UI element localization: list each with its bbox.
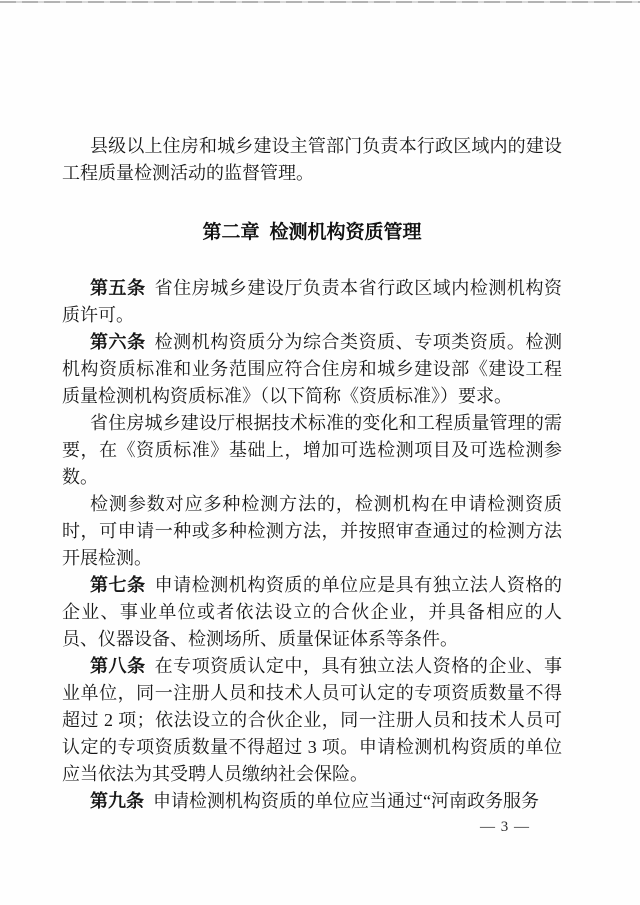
intro-text: 县级以上住房和城乡建设主管部门负责本行政区域内的建设工程质量检测活动的监督管理。 xyxy=(62,136,562,183)
article-term: 第七条 xyxy=(90,575,146,595)
chapter-title: 检测机构资质管理 xyxy=(269,222,422,243)
article-term: 第九条 xyxy=(90,791,144,811)
chapter-number: 第二章 xyxy=(202,222,260,243)
article-text: 省住房城乡建设厅根据技术标准的变化和工程质量管理的需要，在《资质标准》基础上，增加可选检测项目及可选检测参数。 xyxy=(62,413,562,487)
article-paragraph-5 xyxy=(62,275,562,329)
article-text: 检测机构资质分为综合类资质、专项类资质。检测机构资质标准和业务范围应符合住房和城乡建设部《建设工程质量检测机构资质标准》（以下简称《资质标准》）要求。 xyxy=(62,332,562,406)
document-body xyxy=(62,0,562,835)
article-paragraph-6 xyxy=(62,329,562,410)
article-term: 第五条 xyxy=(90,278,146,298)
article-term: 第六条 xyxy=(90,332,146,352)
chapter-heading xyxy=(62,218,562,248)
article-6-continuation-1 xyxy=(62,410,562,491)
article-6-continuation-2 xyxy=(62,491,562,572)
article-text: 在专项资质认定中，具有独立法人资格的企业、事业单位，同一注册人员和技术人员可认定的专项资质数量不得超过 2 项；依法设立的合伙企业，同一注册人员和技术人员可认定的专项资质数量不得超过 3 项。申请检测机构资质的单位应当依法为其受聘人员缴纳社会保险。 xyxy=(62,656,562,784)
article-text: 检测参数对应多种检测方法的，检测机构在申请检测资质时，可申请一种或多种检测方法，并按照审查通过的检测方法开展检测。 xyxy=(62,494,562,568)
article-text: 省住房城乡建设厅负责本省行政区域内检测机构资质许可。 xyxy=(62,278,562,325)
article-paragraph-7 xyxy=(62,572,562,653)
article-text: 申请检测机构资质的单位应是具有独立法人资格的企业、事业单位或者依法设立的合伙企业，并具备相应的人员、仪器设备、检测场所、质量保证体系等条件。 xyxy=(62,575,562,649)
article-paragraph-9 xyxy=(62,788,562,815)
intro-paragraph xyxy=(62,133,562,187)
article-text: 申请检测机构资质的单位应当通过“河南政务服务 xyxy=(153,791,539,811)
article-term: 第八条 xyxy=(90,656,146,676)
article-paragraph-8 xyxy=(62,653,562,788)
page-number: — 3 — xyxy=(480,819,530,835)
